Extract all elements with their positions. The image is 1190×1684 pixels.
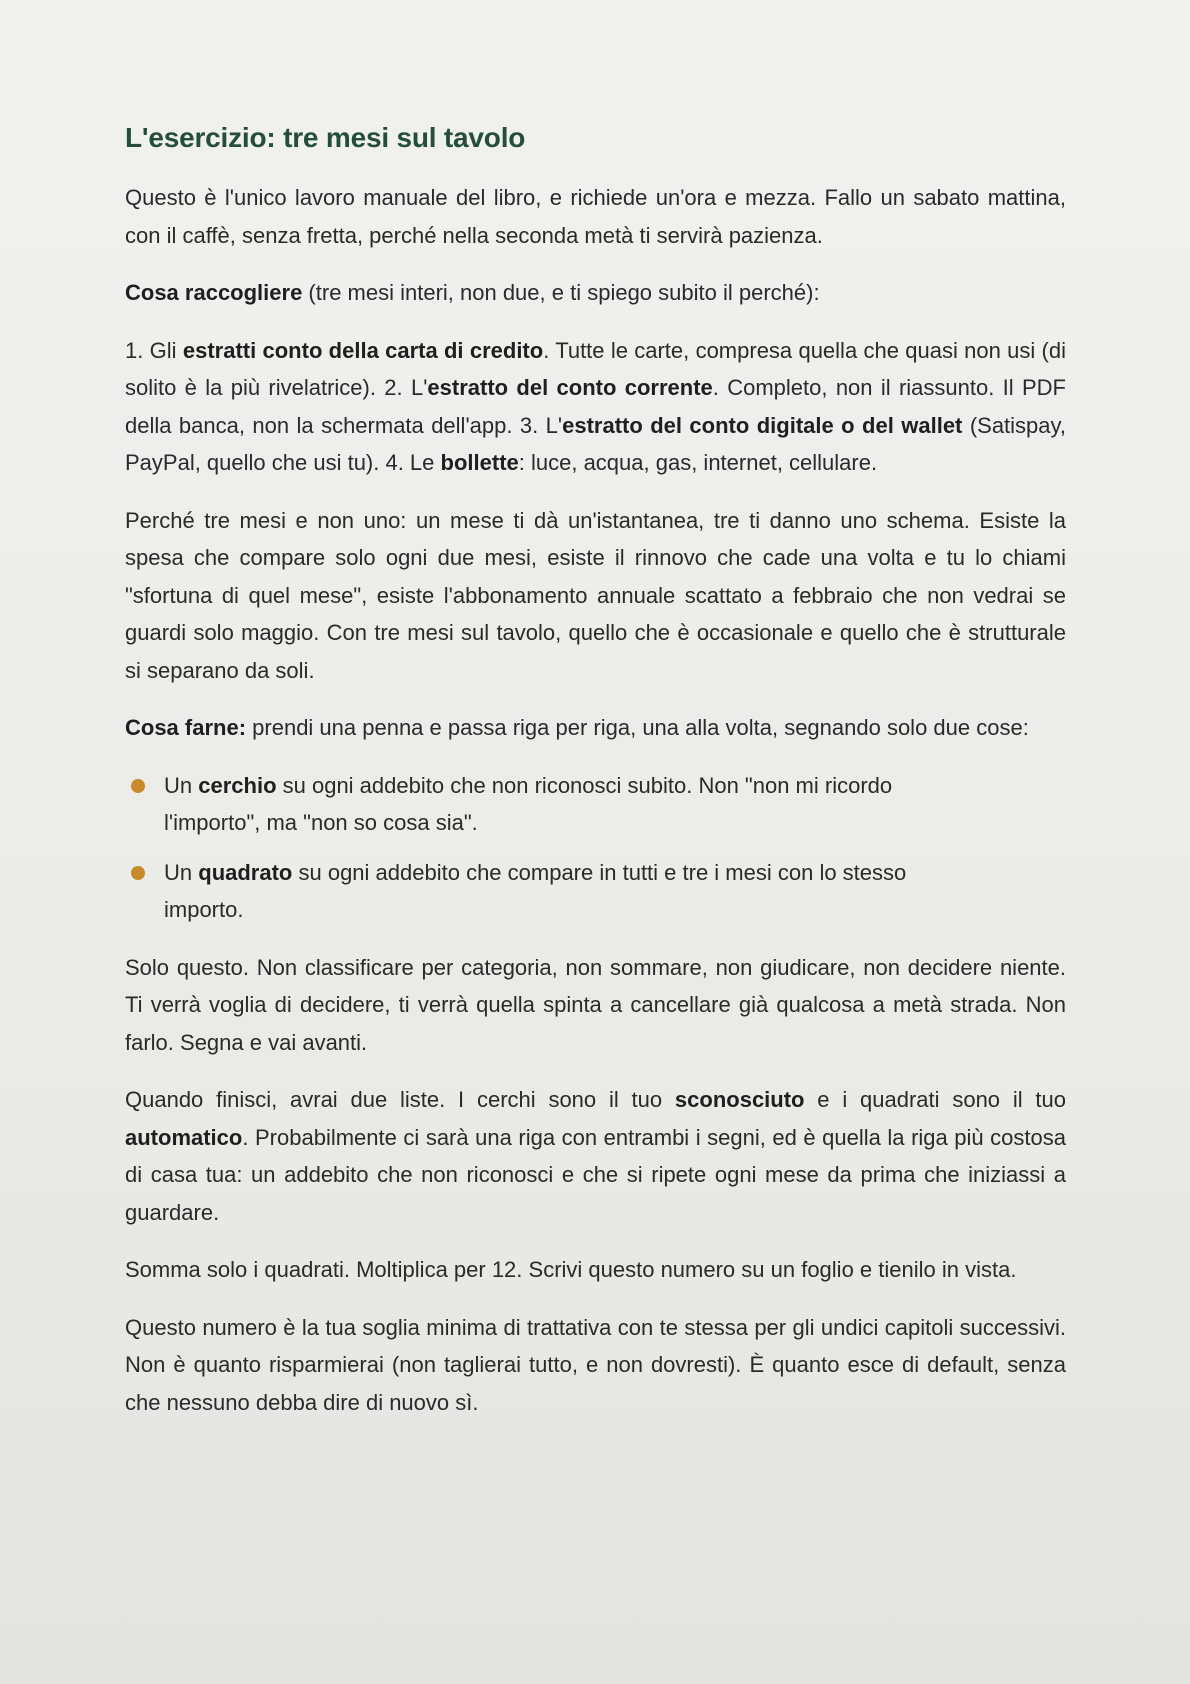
- why-three-months-paragraph: Perché tre mesi e non uno: un mese ti dà un'istantanea, tre ti danno uno schema. Esiste la spesa che compare solo ogni due mesi, esiste il rinnovo che cade una volta e tu lo chiami "sfortuna di quel mese", esiste l'abbonamento annuale scattato a febbraio che non vedrai se guardi solo maggio. Con tre mesi sul tavolo, quello che è occasionale e quello che è strutturale si separano da soli.: [125, 507, 1066, 683]
- bullet-dot-icon: [131, 779, 145, 793]
- what-to-do-paragraph: Cosa farne: prendi una penna e passa riga per riga, una alla volta, segnando solo due cose:: [125, 715, 1029, 740]
- list-item: Un cerchio su ogni addebito che non riconosci subito. Non "non mi ricordo l'importo", ma "non so cosa sia".: [125, 767, 1066, 842]
- two-lists-paragraph: Quando finisci, avrai due liste. I cerchi sono il tuo sconosciuto e i quadrati sono il tuo automatico. Probabilmente ci sarà una riga con entrambi i segni, ed è quella la riga più costosa di casa tua: un addebito che non riconosci e che si ripete ogni mese da prima che iniziassi a guardare.: [125, 1087, 1066, 1225]
- collect-paragraph: Cosa raccogliere (tre mesi interi, non due, e ti spiego subito il perché):: [125, 280, 820, 305]
- list-item: Un quadrato su ogni addebito che compare in tutti e tre i mesi con lo stesso importo.: [125, 854, 1066, 929]
- section-title: L'esercizio: tre mesi sul tavolo: [125, 122, 526, 153]
- marking-list: [125, 767, 1066, 929]
- bullet-dot-icon: [131, 866, 145, 880]
- sum-paragraph: Somma solo i quadrati. Moltiplica per 12. Scrivi questo numero su un foglio e tienilo in vista.: [125, 1257, 1017, 1282]
- only-this-paragraph: Solo questo. Non classificare per categoria, non sommare, non giudicare, non decidere niente. Ti verrà voglia di decidere, ti verrà quella spinta a cancellare già qualcosa a metà strada. Non farlo. Segna e vai avanti.: [125, 954, 1066, 1055]
- intro-paragraph: Questo è l'unico lavoro manuale del libro, e richiede un'ora e mezza. Fallo un sabato mattina, con il caffè, senza fretta, perché nella seconda metà ti servirà pazienza.: [125, 185, 1066, 248]
- collect-label: Cosa raccogliere: [125, 280, 303, 305]
- what-to-do-label: Cosa farne:: [125, 715, 247, 740]
- threshold-paragraph: Questo numero è la tua soglia minima di trattativa con te stessa per gli undici capitoli successivi. Non è quanto risparmierai (non taglierai tutto, e non dovresti). È quanto esce di default, senza che nessuno debba dire di nuovo sì.: [125, 1314, 1066, 1415]
- statements-paragraph: 1. Gli estratti conto della carta di credito. Tutte le carte, compresa quella che quasi non usi (di solito è la più rivelatrice). 2. L'estratto del conto corrente. Completo, non il riassunto. Il PDF della banca, non la schermata dell'app. 3. L'estratto del conto digitale o del wallet (Satispay, PayPal, quello che usi tu). 4. Le bollette: luce, acqua, gas, internet, cellulare.: [125, 337, 1067, 475]
